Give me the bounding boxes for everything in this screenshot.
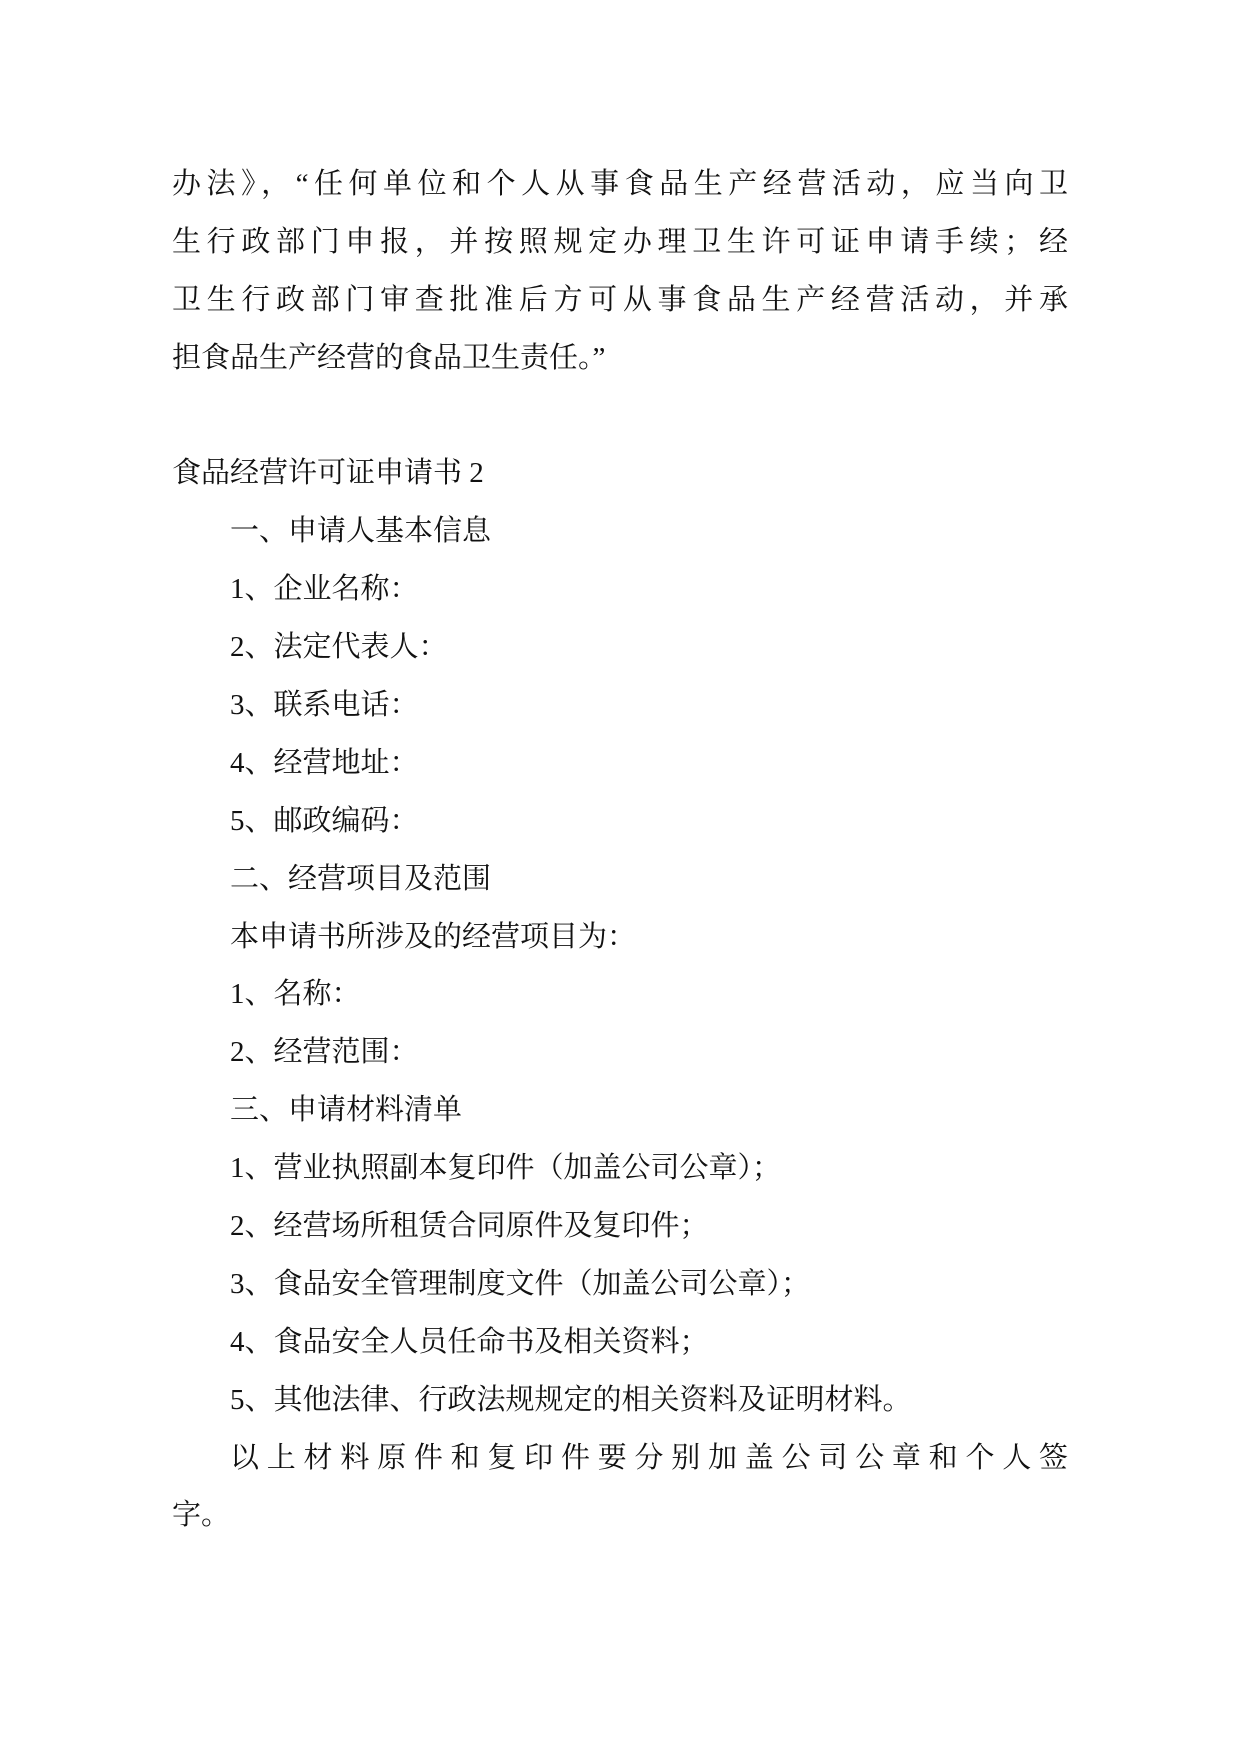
document-title: 食品经营许可证申请书 2: [172, 457, 484, 490]
list-item: 5、其他法律、行政法规规定的相关资料及证明材料。: [230, 1383, 912, 1416]
list-item: 2、经营范围：: [230, 1036, 419, 1069]
list-item: 2、法定代表人：: [230, 631, 448, 664]
paragraph-line: 担食品生产经营的食品卫生责任。”: [172, 341, 606, 374]
list-item: 3、食品安全管理制度文件（加盖公司公章）；: [230, 1267, 811, 1300]
closing-paragraph: [172, 1430, 1068, 1546]
document-body: [172, 156, 1068, 1545]
section-materials-list: [172, 1082, 1068, 1429]
list-item: 1、名称：: [230, 978, 361, 1011]
paragraph-line: 生行政部门申报，并按照规定办理卫生许可证申请手续；经: [172, 225, 1068, 258]
list-item: 3、联系电话：: [230, 689, 419, 722]
section-applicant-info: [172, 503, 1068, 850]
paragraph-line: 卫生行政部门审查批准后方可从事食品生产经营活动，并承: [172, 283, 1068, 316]
list-item: 1、企业名称：: [230, 573, 419, 606]
paragraph-line: 字。: [172, 1499, 231, 1532]
section-business-scope: [172, 851, 1068, 1083]
section-heading: 一、申请人基本信息: [230, 515, 492, 548]
continuation-paragraph: [172, 156, 1068, 388]
list-item: 4、食品安全人员任命书及相关资料；: [230, 1325, 709, 1358]
list-item: 1、营业执照副本复印件（加盖公司公章）；: [230, 1152, 782, 1185]
list-item: 4、经营地址：: [230, 746, 419, 779]
section-heading: 二、经营项目及范围: [230, 862, 492, 895]
section-heading: 三、申请材料清单: [230, 1094, 463, 1127]
paragraph-line: 办法》，“任何单位和个人从事食品生产经营活动，应当向卫: [172, 168, 1068, 200]
blank-line: [172, 388, 1068, 446]
list-item: 5、邮政编码：: [230, 804, 419, 837]
section-intro: 本申请书所涉及的经营项目为：: [230, 920, 637, 953]
list-item: 2、经营场所租赁合同原件及复印件；: [230, 1210, 709, 1243]
paragraph-line: 以上材料原件和复印件要分别加盖公司公章和个人签: [230, 1441, 1068, 1474]
